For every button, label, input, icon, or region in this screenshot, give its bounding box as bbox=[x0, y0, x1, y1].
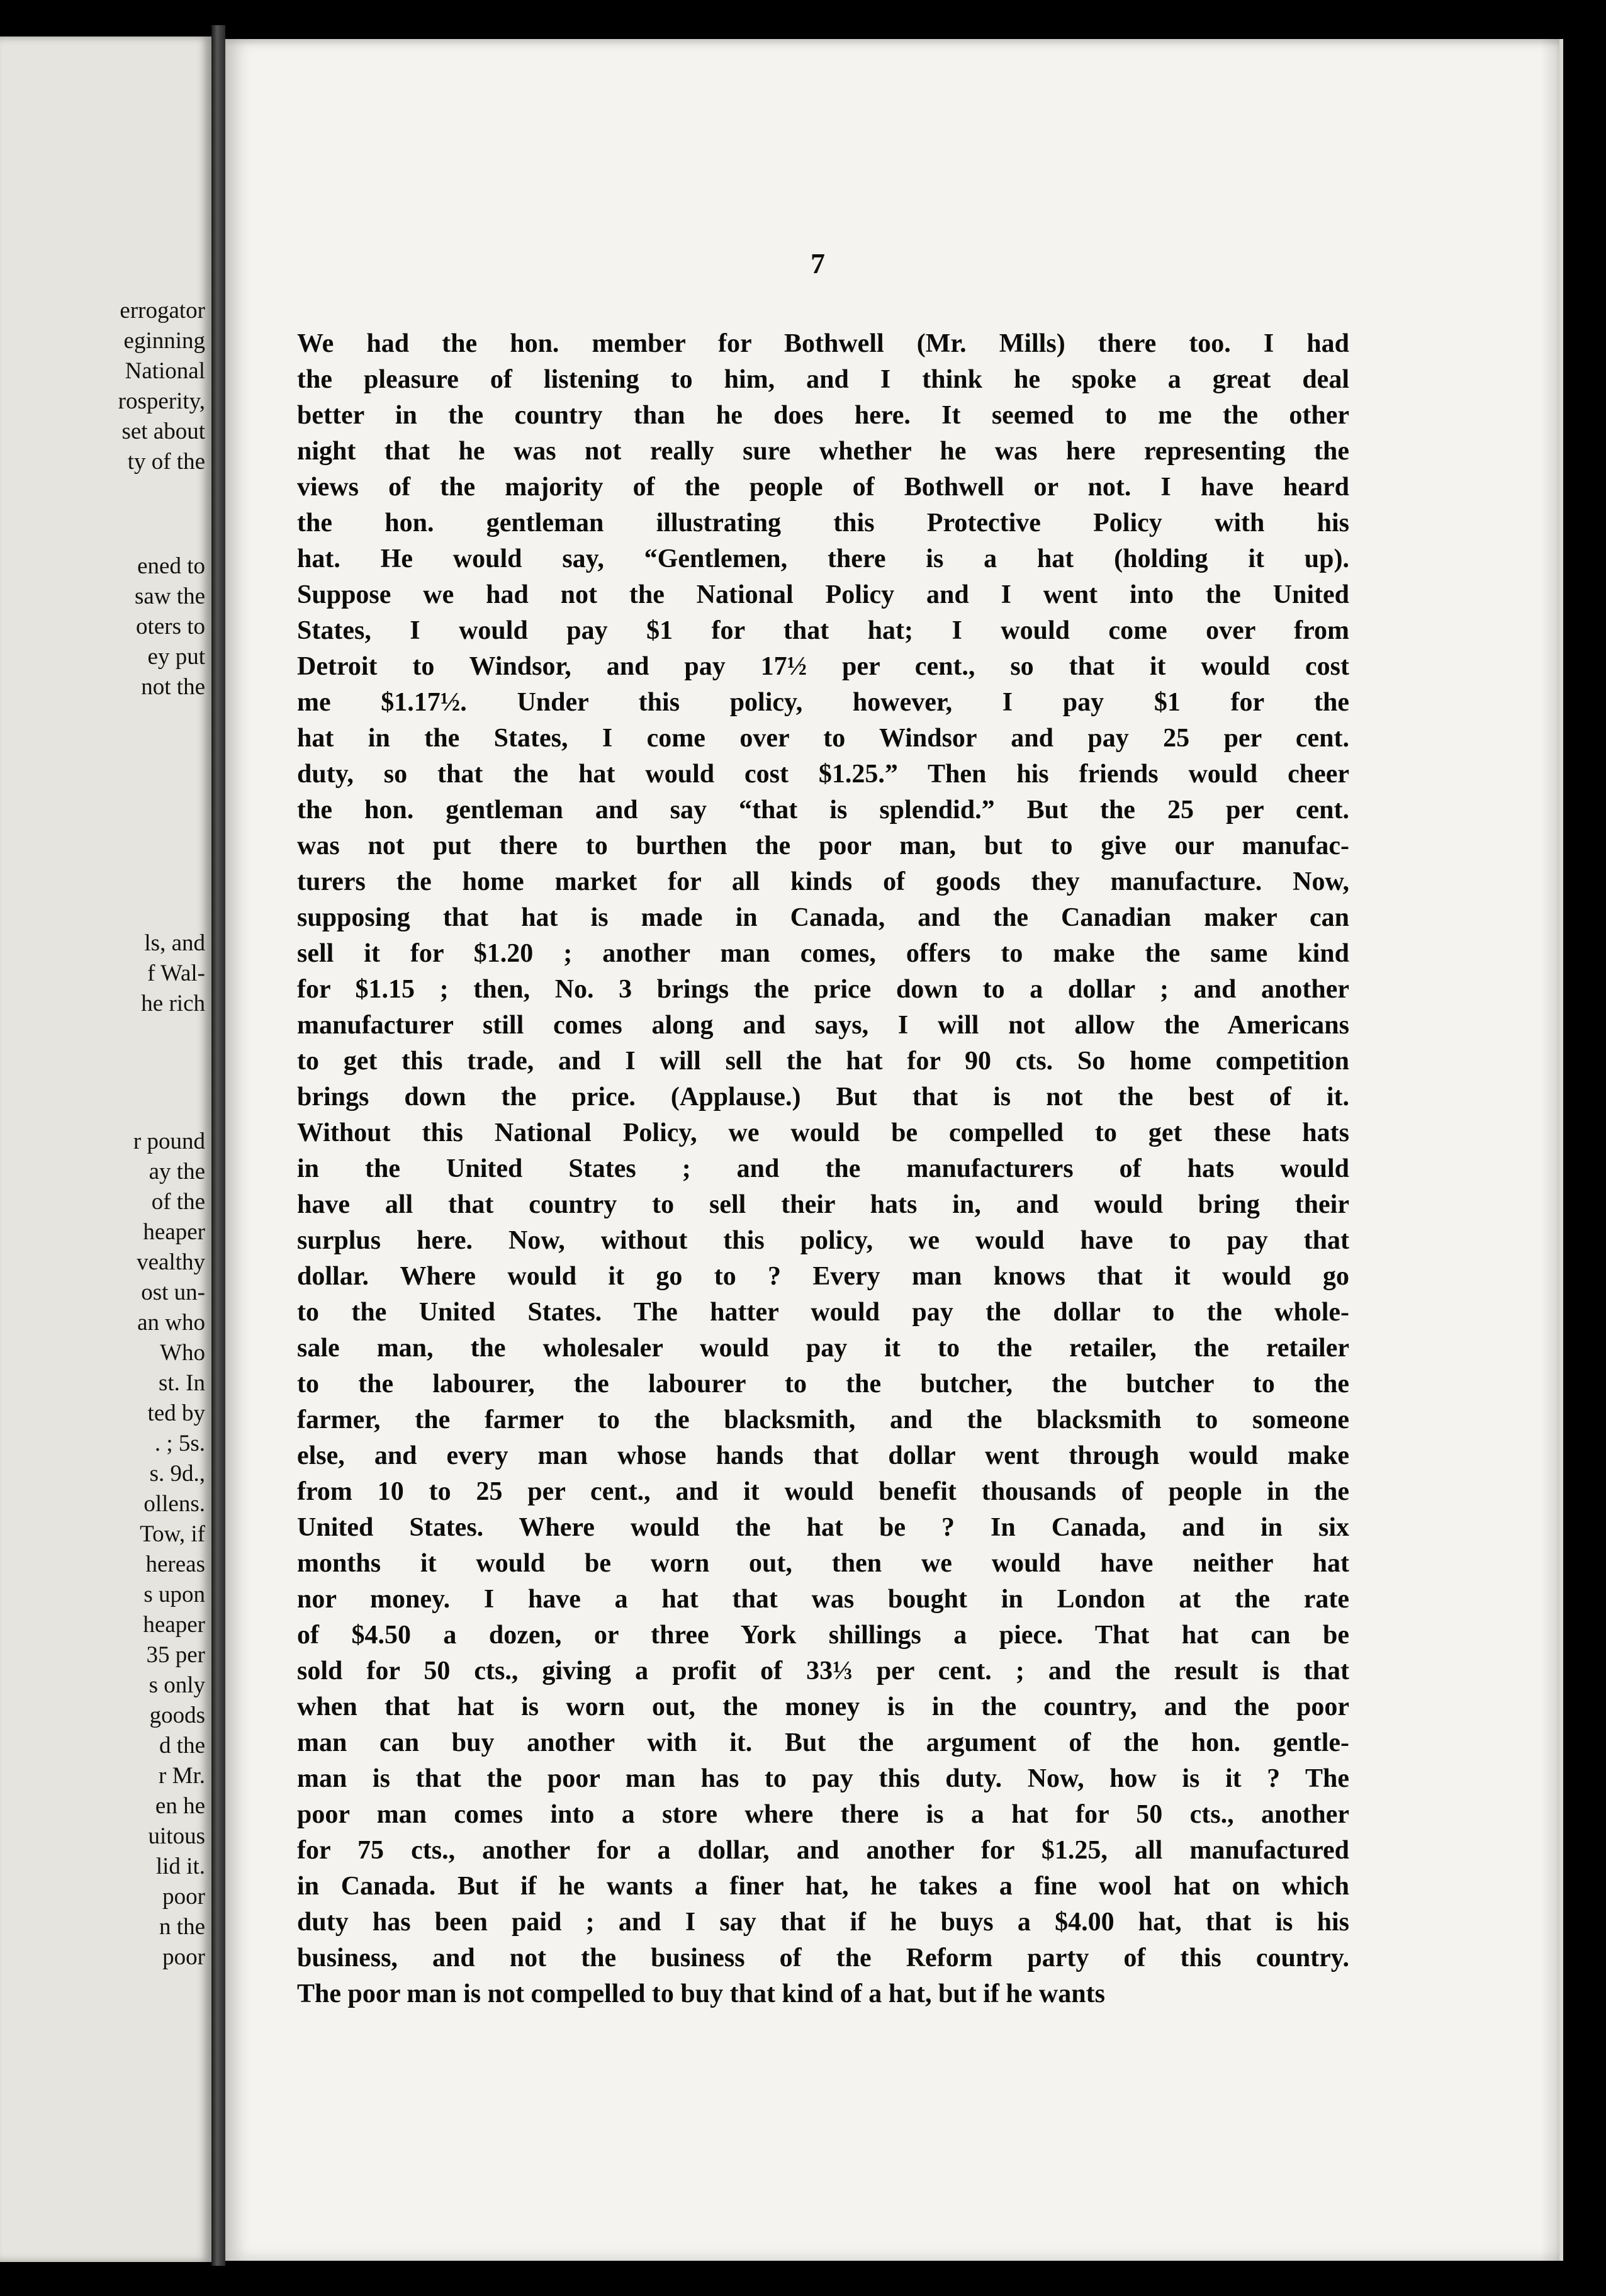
left-page-fragment: s. 9d., bbox=[149, 1461, 205, 1487]
text-line: sale man, the wholesaler would pay it to the retailer, the retailer bbox=[297, 1334, 1349, 1363]
text-line: to get this trade, and I will sell the hat for 90 cts. So home competition bbox=[297, 1047, 1349, 1076]
text-line: turers the home market for all kinds of goods they manufacture. Now, bbox=[297, 867, 1349, 896]
left-page-fragment: vealthy bbox=[137, 1249, 205, 1275]
text-line: me $1.17½. Under this policy, however, I pay $1 for the bbox=[297, 688, 1349, 717]
left-page-fragment: saw the bbox=[135, 583, 205, 609]
left-page-fragment: lid it. bbox=[155, 1854, 205, 1879]
left-page-fragment: hereas bbox=[145, 1551, 205, 1577]
text-line: farmer, the farmer to the blacksmith, and the blacksmith to someone bbox=[297, 1405, 1349, 1434]
left-page-fragment: not the bbox=[141, 674, 205, 700]
text-line: the hon. gentleman and say “that is splendid.” But the 25 per cent. bbox=[297, 796, 1349, 824]
text-line: surplus here. Now, without this policy, we would have to pay that bbox=[297, 1226, 1349, 1255]
left-page-fragment: National bbox=[125, 358, 205, 384]
left-page-fragment: s upon bbox=[143, 1582, 205, 1607]
text-line: Without this National Policy, we would be compelled to get these hats bbox=[297, 1118, 1349, 1147]
text-line: States, I would pay $1 for that hat; I would come over from bbox=[297, 616, 1349, 645]
left-page-fragment: oters to bbox=[136, 614, 205, 639]
text-line: business, and not the business of the Reform party of this country. bbox=[297, 1944, 1349, 1972]
text-line: in Canada. But if he wants a finer hat, he takes a fine wool hat on which bbox=[297, 1872, 1349, 1901]
left-page-fragment: d the bbox=[159, 1733, 205, 1759]
left-page-fragment: ls, and bbox=[144, 930, 205, 956]
text-line: poor man comes into a store where there is a hat for 50 cts., another bbox=[297, 1800, 1349, 1829]
left-page-fragment: poor bbox=[162, 1944, 205, 1970]
left-page-fragment: s only bbox=[149, 1672, 205, 1698]
text-line: of $4.50 a dozen, or three York shillings a piece. That hat can be bbox=[297, 1621, 1349, 1650]
text-line: nor money. I have a hat that was bought in London at the rate bbox=[297, 1585, 1349, 1614]
left-page-fragment: rosperity, bbox=[118, 388, 205, 414]
left-page-edge bbox=[0, 37, 211, 2262]
text-line: to the labourer, the labourer to the butcher, the butcher to the bbox=[297, 1370, 1349, 1398]
left-page-fragment: 35 per bbox=[146, 1642, 205, 1668]
left-page-fragment: he rich bbox=[141, 991, 205, 1016]
left-page-fragment: ty of the bbox=[127, 449, 205, 475]
text-line: in the United States ; and the manufacturers of hats would bbox=[297, 1154, 1349, 1183]
page-number: 7 bbox=[811, 247, 825, 279]
page-edge-shadow bbox=[1541, 39, 1559, 2261]
text-line: better in the country than he does here. It seemed to me the other bbox=[297, 401, 1349, 430]
text-line: sold for 50 cts., giving a profit of 33⅓ per cent. ; and the result is that bbox=[297, 1657, 1349, 1685]
left-page-fragment: errogator bbox=[120, 298, 205, 324]
text-line: Detroit to Windsor, and pay 17½ per cent., so that it would cost bbox=[297, 652, 1349, 681]
left-page-fragment: heaper bbox=[143, 1219, 205, 1245]
left-page-fragment: goods bbox=[149, 1702, 205, 1728]
left-page-fragment: . ; 5s. bbox=[154, 1431, 205, 1456]
text-line: for 75 cts., another for a dollar, and another for $1.25, all manufactured bbox=[297, 1836, 1349, 1865]
text-line: from 10 to 25 per cent., and it would benefit thousands of people in the bbox=[297, 1477, 1349, 1506]
left-page-fragment: n the bbox=[159, 1914, 205, 1940]
left-page-fragment: poor bbox=[162, 1884, 205, 1910]
text-line: hat in the States, I come over to Windsor and pay 25 per cent. bbox=[297, 724, 1349, 753]
left-page-fragment: an who bbox=[137, 1310, 205, 1336]
text-line: dollar. Where would it go to ? Every man knows that it would go bbox=[297, 1262, 1349, 1291]
text-line: We had the hon. member for Bothwell (Mr. Mills) there too. I had bbox=[297, 329, 1349, 358]
text-line: duty, so that the hat would cost $1.25.” Then his friends would cheer bbox=[297, 760, 1349, 789]
text-line: hat. He would say, “Gentlemen, there is a hat (holding it up). bbox=[297, 544, 1349, 573]
text-line: duty has been paid ; and I say that if he buys a $4.00 hat, that is his bbox=[297, 1908, 1349, 1937]
left-page-fragment: ost un- bbox=[141, 1280, 205, 1305]
left-page-fragment: heaper bbox=[143, 1612, 205, 1638]
text-line: for $1.15 ; then, No. 3 brings the price down to a dollar ; and another bbox=[297, 975, 1349, 1004]
left-page-fragment: en he bbox=[155, 1793, 205, 1819]
text-line: was not put there to burthen the poor man, but to give our manufac- bbox=[297, 831, 1349, 860]
left-page-fragment: eginning bbox=[123, 328, 205, 354]
left-page-fragment: ey put bbox=[147, 644, 205, 670]
text-line: have all that country to sell their hats in, and would bring their bbox=[297, 1190, 1349, 1219]
text-line: when that hat is worn out, the money is in the country, and the poor bbox=[297, 1692, 1349, 1721]
left-page-fragment: Tow, if bbox=[140, 1521, 205, 1547]
left-page-fragment: set about bbox=[121, 419, 205, 444]
left-page-fragment: ted by bbox=[147, 1400, 205, 1426]
left-page-fragment: r Mr. bbox=[159, 1763, 205, 1789]
binding-gutter bbox=[211, 25, 225, 2266]
left-page-fragment: ollens. bbox=[143, 1491, 205, 1517]
left-page-text-fragments bbox=[0, 37, 211, 2262]
text-line: man is that the poor man has to pay this duty. Now, how is it ? The bbox=[297, 1764, 1349, 1793]
text-line: Suppose we had not the National Policy and I went into the United bbox=[297, 580, 1349, 609]
left-page-fragment: ened to bbox=[137, 553, 205, 579]
text-line: manufacturer still comes along and says, I will not allow the Americans bbox=[297, 1011, 1349, 1040]
left-page-fragment: of the bbox=[151, 1189, 205, 1215]
text-line: night that he was not really sure whether he was here representing the bbox=[297, 437, 1349, 466]
text-line: The poor man is not compelled to buy that kind of a hat, but if he wants bbox=[297, 1979, 1105, 2008]
left-page-fragment: Who bbox=[160, 1340, 205, 1366]
left-page-fragment: st. In bbox=[159, 1370, 205, 1396]
text-line: sell it for $1.20 ; another man comes, offers to make the same kind bbox=[297, 939, 1349, 968]
left-page-fragment: r pound bbox=[133, 1128, 205, 1154]
left-page-fragment: uitous bbox=[148, 1823, 205, 1849]
text-line: supposing that hat is made in Canada, and the Canadian maker can bbox=[297, 903, 1349, 932]
text-line: man can buy another with it. But the argument of the hon. gentle- bbox=[297, 1728, 1349, 1757]
text-line: the pleasure of listening to him, and I think he spoke a great deal bbox=[297, 365, 1349, 394]
body-text bbox=[297, 326, 1349, 2012]
text-line: the hon. gentleman illustrating this Protective Policy with his bbox=[297, 509, 1349, 537]
text-line: United States. Where would the hat be ? In Canada, and in six bbox=[297, 1513, 1349, 1542]
left-page-fragment: f Wal- bbox=[147, 960, 205, 986]
text-line: views of the majority of the people of Bothwell or not. I have heard bbox=[297, 473, 1349, 502]
text-line: months it would be worn out, then we would have neither hat bbox=[297, 1549, 1349, 1578]
text-line: else, and every man whose hands that dollar went through would make bbox=[297, 1441, 1349, 1470]
left-page-fragment: ay the bbox=[149, 1159, 205, 1185]
text-line: brings down the price. (Applause.) But that is not the best of it. bbox=[297, 1083, 1349, 1111]
text-line: to the United States. The hatter would pay the dollar to the whole- bbox=[297, 1298, 1349, 1327]
